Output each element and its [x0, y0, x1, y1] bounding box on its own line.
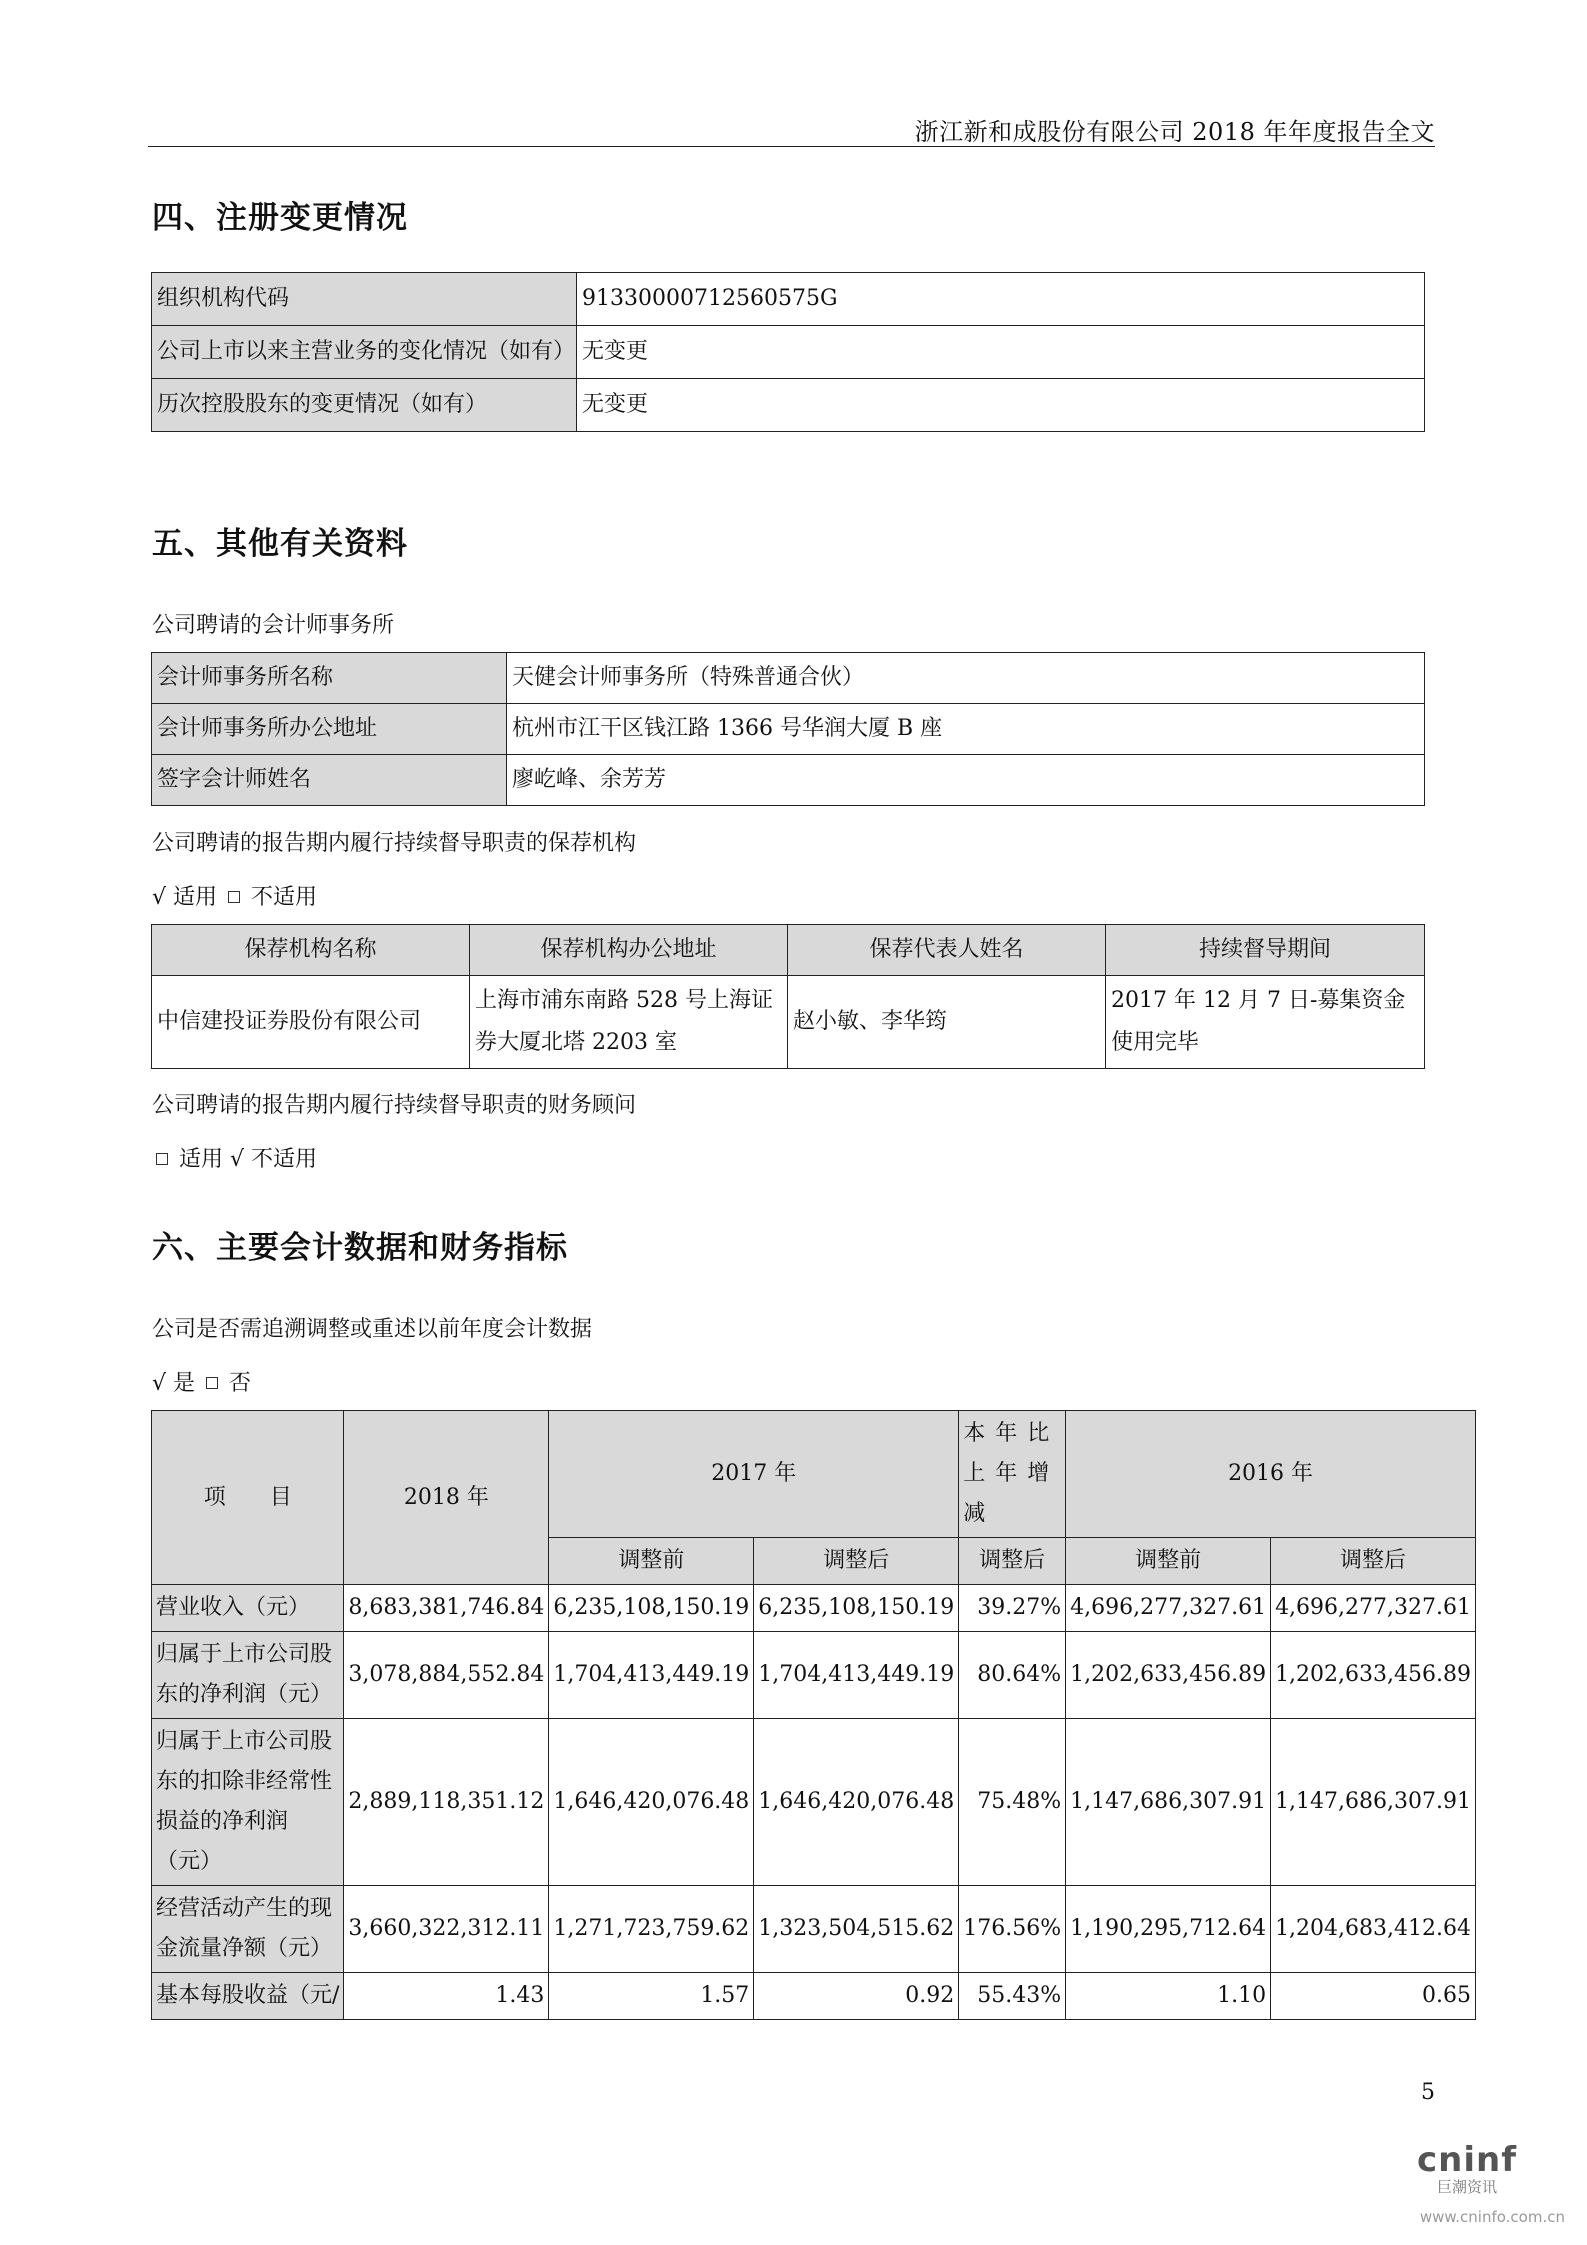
- checkbox-icon: [206, 1377, 218, 1389]
- section6-heading: 六、主要会计数据和财务指标: [152, 1230, 568, 1266]
- checkbox-icon: [156, 1153, 168, 1165]
- value-2016-before: 4,696,277,327.61: [1066, 1585, 1271, 1632]
- row-label: 经营活动产生的现金流量净额（元）: [152, 1886, 344, 1973]
- section5-heading: 五、其他有关资料: [152, 526, 408, 562]
- value-change: 39.27%: [959, 1585, 1066, 1632]
- table-row: [152, 1886, 1476, 1973]
- section4-heading: 四、注册变更情况: [152, 200, 408, 236]
- column-header-2018: 2018 年: [344, 1411, 549, 1585]
- checkbox-icon: [228, 891, 240, 903]
- value-2017-after: 1,646,420,076.48: [754, 1719, 959, 1886]
- logo-subtext: 巨潮资讯: [1436, 2178, 1497, 2196]
- subheader-after: 调整后: [1271, 1538, 1476, 1585]
- table-row: [152, 326, 1425, 379]
- row-label: 基本每股收益（元/: [152, 1973, 344, 2020]
- column-header: 保荐机构办公地址: [470, 925, 788, 976]
- value-2018: 1.43: [344, 1973, 549, 2020]
- value-2016-before: 1,190,295,712.64: [1066, 1886, 1271, 1973]
- row-label: 签字会计师姓名: [152, 755, 507, 806]
- value-2017-before: 1,271,723,759.62: [549, 1886, 754, 1973]
- value-change: 176.56%: [959, 1886, 1066, 1973]
- page-number: 5: [1421, 2080, 1435, 2105]
- value-2016-before: 1.10: [1066, 1973, 1271, 2020]
- value-2017-before: 1,704,413,449.19: [549, 1632, 754, 1719]
- value-2016-after: 1,202,633,456.89: [1271, 1632, 1476, 1719]
- sponsor-intro: 公司聘请的报告期内履行持续督导职责的保荐机构: [152, 831, 637, 856]
- logo-url: www.cninfo.com.cn: [1419, 2208, 1565, 2226]
- accounting-firm-table: [151, 652, 1425, 806]
- subheader-before: 调整前: [549, 1538, 754, 1585]
- sponsor-address: 上海市浦东南路 528 号上海证券大厦北塔 2203 室: [470, 976, 788, 1069]
- value-2016-after: 4,696,277,327.61: [1271, 1585, 1476, 1632]
- cninfo-logo: [1417, 2140, 1517, 2197]
- header-divider: [148, 146, 1435, 147]
- table-row: [152, 379, 1425, 432]
- column-header-2017: 2017 年: [549, 1411, 959, 1538]
- column-header: 保荐代表人姓名: [788, 925, 1106, 976]
- registration-change-table: [151, 272, 1425, 432]
- value-change: 55.43%: [959, 1973, 1066, 2020]
- report-header-title: 浙江新和成股份有限公司 2018 年年度报告全文: [914, 118, 1435, 146]
- advisor-applicability: [152, 1142, 317, 1173]
- row-value: 廖屹峰、余芳芳: [507, 755, 1425, 806]
- sponsor-applicability: [152, 880, 317, 911]
- table-row: [152, 976, 1425, 1069]
- not-applicable-label: 不适用: [251, 1147, 318, 1172]
- row-label: 会计师事务所办公地址: [152, 704, 507, 755]
- value-2017-before: 6,235,108,150.19: [549, 1585, 754, 1632]
- sponsor-representatives: 赵小敏、李华筠: [788, 976, 1106, 1069]
- column-header: 保荐机构名称: [152, 925, 470, 976]
- table-row: [152, 1719, 1476, 1886]
- column-header-change: 本年比上年增减: [959, 1411, 1066, 1538]
- accounting-firm-intro: 公司聘请的会计师事务所: [152, 613, 395, 638]
- restatement-intro: 公司是否需追溯调整或重述以前年度会计数据: [152, 1317, 593, 1342]
- value-2017-after: 6,235,108,150.19: [754, 1585, 959, 1632]
- value-2017-before: 1,646,420,076.48: [549, 1719, 754, 1886]
- table-row: [152, 1585, 1476, 1632]
- row-label: 归属于上市公司股东的净利润（元）: [152, 1632, 344, 1719]
- table-row: [152, 653, 1425, 704]
- value-2017-after: 0.92: [754, 1973, 959, 2020]
- row-value: 天健会计师事务所（特殊普通合伙）: [507, 653, 1425, 704]
- financial-indicators-table: [151, 1410, 1476, 2020]
- logo-text: cninf: [1416, 2140, 1517, 2180]
- subheader-before: 调整前: [1066, 1538, 1271, 1585]
- value-2017-after: 1,323,504,515.62: [754, 1886, 959, 1973]
- value-2018: 3,660,322,312.11: [344, 1886, 549, 1973]
- value-2018: 2,889,118,351.12: [344, 1719, 549, 1886]
- row-label: 组织机构代码: [152, 273, 577, 326]
- table-row: [152, 1973, 1476, 2020]
- row-value: 无变更: [577, 379, 1425, 432]
- row-value: 杭州市江干区钱江路 1366 号华润大厦 B 座: [507, 704, 1425, 755]
- not-applicable-label: 不适用: [251, 885, 318, 910]
- check-mark: √: [230, 1147, 245, 1172]
- value-2016-after: 1,204,683,412.64: [1271, 1886, 1476, 1973]
- sponsor-name: 中信建投证券股份有限公司: [152, 976, 470, 1069]
- row-label: 公司上市以来主营业务的变化情况（如有）: [152, 326, 577, 379]
- value-2016-before: 1,147,686,307.91: [1066, 1719, 1271, 1886]
- table-row: [152, 1632, 1476, 1719]
- supervision-period: 2017 年 12 月 7 日-募集资金使用完毕: [1106, 976, 1425, 1069]
- row-value: 91330000712560575G: [577, 273, 1425, 326]
- sponsor-table: [151, 924, 1425, 1069]
- table-header-row: [152, 1411, 1476, 1538]
- table-row: [152, 704, 1425, 755]
- table-header-row: [152, 925, 1425, 976]
- row-label: 历次控股股东的变更情况（如有）: [152, 379, 577, 432]
- yes-label: 是: [173, 1371, 196, 1396]
- check-mark: √: [152, 885, 167, 910]
- applicable-label: 适用: [179, 1147, 224, 1172]
- check-mark: √: [152, 1371, 167, 1396]
- value-2017-before: 1.57: [549, 1973, 754, 2020]
- value-2016-after: 0.65: [1271, 1973, 1476, 2020]
- value-2016-after: 1,147,686,307.91: [1271, 1719, 1476, 1886]
- table-row: [152, 755, 1425, 806]
- subheader-after: 调整后: [959, 1538, 1066, 1585]
- row-label: 营业收入（元）: [152, 1585, 344, 1632]
- value-change: 80.64%: [959, 1632, 1066, 1719]
- value-2018: 8,683,381,746.84: [344, 1585, 549, 1632]
- row-label: 归属于上市公司股东的扣除非经常性损益的净利润（元）: [152, 1719, 344, 1886]
- row-value: 无变更: [577, 326, 1425, 379]
- value-2016-before: 1,202,633,456.89: [1066, 1632, 1271, 1719]
- restatement-check: [152, 1366, 251, 1397]
- no-label: 否: [229, 1371, 252, 1396]
- value-2018: 3,078,884,552.84: [344, 1632, 549, 1719]
- advisor-intro: 公司聘请的报告期内履行持续督导职责的财务顾问: [152, 1093, 637, 1118]
- column-header-item: 项 目: [152, 1411, 344, 1585]
- row-label: 会计师事务所名称: [152, 653, 507, 704]
- value-change: 75.48%: [959, 1719, 1066, 1886]
- column-header-2016: 2016 年: [1066, 1411, 1476, 1538]
- table-row: [152, 273, 1425, 326]
- value-2017-after: 1,704,413,449.19: [754, 1632, 959, 1719]
- column-header: 持续督导期间: [1106, 925, 1425, 976]
- applicable-label: 适用: [173, 885, 218, 910]
- subheader-after: 调整后: [754, 1538, 959, 1585]
